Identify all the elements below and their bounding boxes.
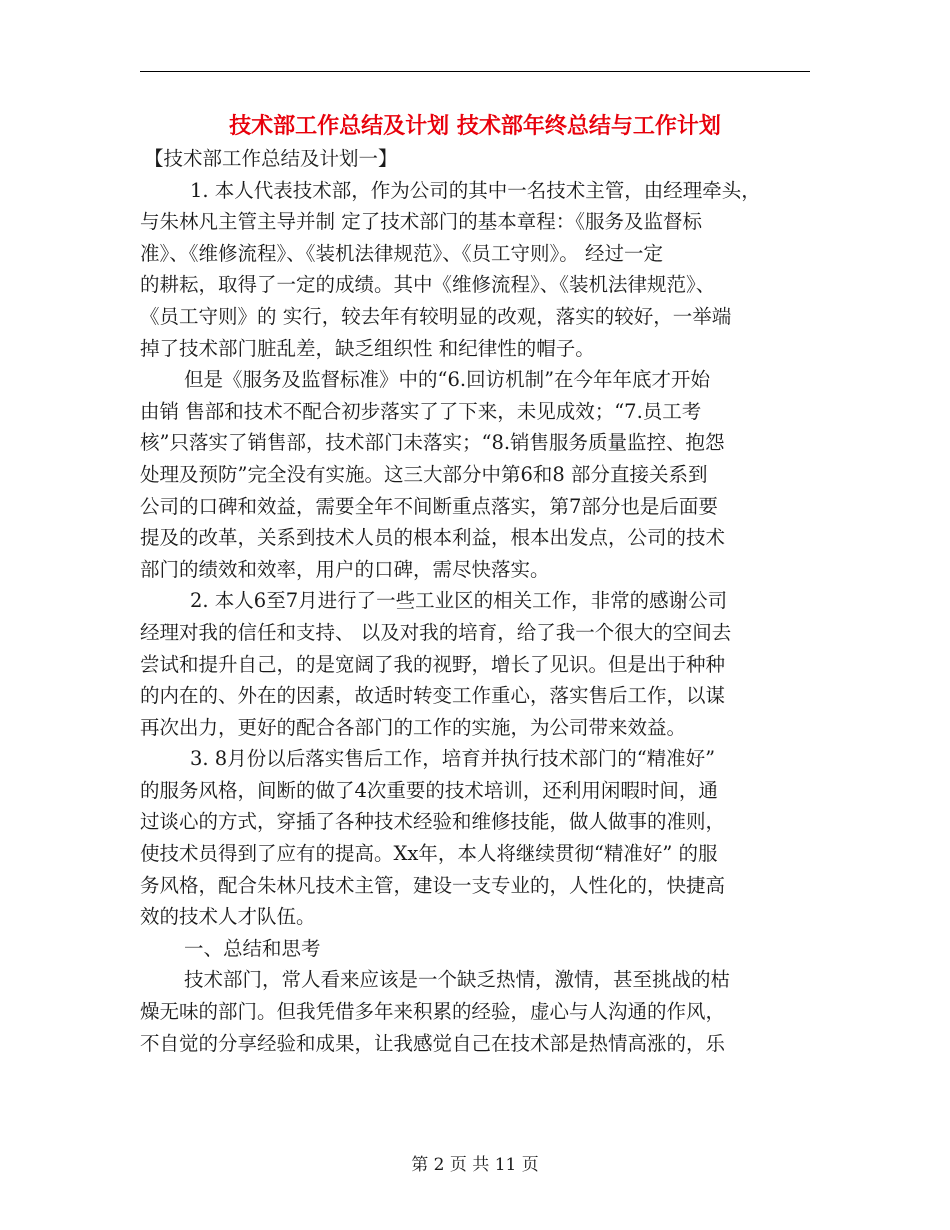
text-line: 2. 本人6至7月进行了一些工业区的相关工作，非常的感谢公司: [190, 589, 728, 613]
paragraph-item-1-cont: [140, 364, 810, 585]
text-line: 【技术部工作总结及计划一】: [144, 147, 398, 170]
paragraph-item-1: [140, 175, 810, 365]
header-rule: [140, 71, 810, 72]
text-line: 3. 8月份以后落实售后工作，培育并执行技术部门的“精准好”: [190, 747, 716, 771]
document-title: 技术部工作总结及计划 技术部年终总结与工作计划: [229, 113, 721, 139]
text-line: 务风格，配合朱林凡技术主管，建设一支专业的，人性化的，快捷高: [140, 873, 726, 897]
paragraph-item-3: [140, 743, 810, 933]
text-line: 再次出力，更好的配合各部门的工作的实施，为公司带来效益。: [140, 715, 687, 739]
text-line: 处理及预防”完全没有实施。这三大部分中第6和8 部分直接关系到: [140, 462, 708, 486]
text-line: 效的技术人才队伍。: [140, 905, 316, 929]
text-line: 的耕耘，取得了一定的成绩。其中《维修流程》、《装机法律规范》、: [140, 273, 716, 297]
text-line: 核”只落实了销售部，技术部门未落实；“8.销售服务质量监控、抱怨: [140, 431, 725, 455]
text-line: 的内在的、外在的因素，故适时转变工作重心，落实售后工作，以谋: [140, 684, 726, 708]
text-line: 掉了技术部门脏乱差，缺乏组织性 和纪律性的帽子。: [140, 336, 595, 360]
text-line: 准》、《维修流程》、《装机法律规范》、《员工守则》。 经过一定: [140, 241, 663, 265]
text-line: 公司的口碑和效益，需要全年不间断重点落实，第7部分也是后面要: [140, 494, 718, 518]
text-line: 燥无味的部门。但我凭借多年来积累的经验，虚心与人沟通的作风，: [140, 1000, 726, 1024]
text-line: 技术部门，常人看来应该是一个缺乏热情，激情，甚至挑战的枯: [184, 968, 731, 992]
text-line: 不自觉的分享经验和成果，让我感觉自己在技术部是热情高涨的，乐: [140, 1031, 726, 1055]
text-line: 部门的绩效和效率，用户的口碑，需尽快落实。: [140, 557, 550, 581]
page-footer: 第 2 页 共 11 页: [411, 1155, 539, 1175]
paragraph-item-2: [140, 585, 810, 743]
text-line: 经理对我的信任和支持、 以及对我的培育，给了我一个很大的空间去: [140, 620, 732, 644]
text-line: 的服务风格，间断的做了4次重要的技术培训，还利用闲暇时间，通: [140, 778, 718, 802]
text-line: 与朱林凡主管主导并制 定了技术部门的基本章程：《服务及监督标: [140, 210, 702, 234]
text-line: 提及的改革，关系到技术人员的根本利益，根本出发点，公司的技术: [140, 526, 726, 550]
section-heading: [140, 143, 810, 175]
text-line: 但是《服务及监督标准》中的“6.回访机制”在今年年底才开始: [184, 368, 711, 392]
text-line: 使技术员得到了应有的提高。Xx年，本人将继续贯彻“精准好” 的服: [140, 842, 718, 866]
paragraph-summary: [140, 964, 810, 1059]
text-line: 《员工守则》的 实行，较去年有较明显的改观，落实的较好，一举端: [140, 304, 732, 328]
text-line: 过谈心的方式，穿插了各种技术经验和维修技能，做人做事的准则，: [140, 810, 726, 834]
document-body: [140, 143, 810, 1059]
section-heading: [140, 933, 810, 965]
text-line: 1. 本人代表技术部，作为公司的其中一名技术主管，由经理牵头，: [190, 178, 761, 202]
text-line: 由销 售部和技术不配合初步落实了了下来，未见成效；“7.员工考: [140, 399, 702, 423]
text-line: 尝试和提升自己，的是宽阔了我的视野，增长了见识。但是出于种种: [140, 652, 726, 676]
text-line: 一、总结和思考: [184, 936, 321, 960]
